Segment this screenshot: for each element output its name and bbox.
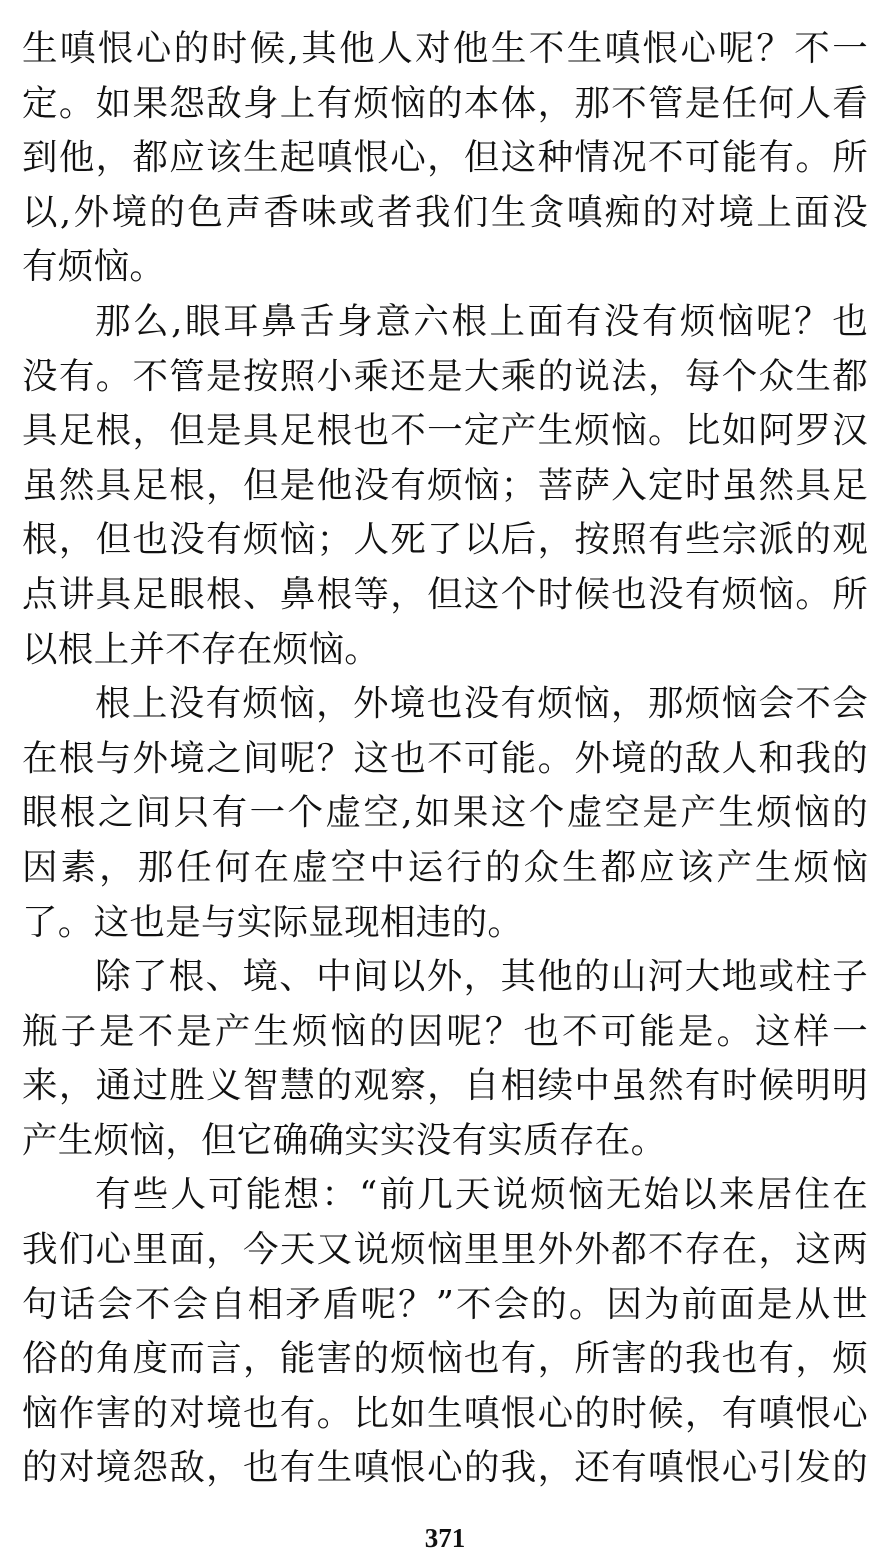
text-line: 虽然具足根，但是他没有烦恼；菩萨入定时虽然具足: [22, 464, 868, 506]
text-line: 因素，那任何在虚空中运行的众生都应该产生烦恼: [22, 846, 868, 888]
text-line: 眼根之间只有一个虚空,如果这个虚空是产生烦恼的: [22, 792, 868, 834]
text-line: 来，通过胜义智慧的观察，自相续中虽然有时候明明: [22, 1065, 868, 1107]
text-line: 点讲具足眼根、鼻根等，但这个时候也没有烦恼。所: [22, 573, 868, 615]
text-line: 产生烦恼，但它确确实实没有实质存在。: [22, 1119, 667, 1161]
text-line: 句话会不会自相矛盾呢？”不会的。因为前面是从世: [22, 1283, 868, 1325]
body-text: [22, 22, 868, 1496]
page-number: 371: [424, 1523, 466, 1553]
text-line: 在根与外境之间呢？这也不可能。外境的敌人和我的: [22, 737, 868, 779]
paragraph-first-line: 根上没有烦恼，外境也没有烦恼，那烦恼会不会: [95, 683, 868, 725]
text-line: 的对境怨敌，也有生嗔恨心的我，还有嗔恨心引发的: [22, 1447, 868, 1489]
text-line: 我们心里面，今天又说烦恼里里外外都不存在，这两: [22, 1229, 868, 1271]
text-line: 俗的角度而言，能害的烦恼也有，所害的我也有，烦: [22, 1338, 868, 1380]
text-line: 有烦恼。: [22, 246, 166, 288]
text-line: 根，但也没有烦恼；人死了以后，按照有些宗派的观: [22, 519, 868, 561]
paragraph-first-line: 除了根、境、中间以外，其他的山河大地或柱子: [95, 956, 868, 998]
paragraph-first-line: 有些人可能想：“前几天说烦恼无始以来居住在: [95, 1174, 868, 1216]
text-line: 以,外境的色声香味或者我们生贪嗔痴的对境上面没: [22, 191, 868, 233]
text-line: 恼作害的对境也有。比如生嗔恨心的时候，有嗔恨心: [22, 1392, 868, 1434]
text-line: 定。如果怨敌身上有烦恼的本体，那不管是任何人看: [22, 82, 868, 124]
text-line: 具足根，但是具足根也不一定产生烦恼。比如阿罗汉: [22, 410, 868, 452]
text-line: 了。这也是与实际显现相违的。: [22, 901, 524, 943]
text-line: 以根上并不存在烦恼。: [22, 628, 381, 670]
text-line: 没有。不管是按照小乘还是大乘的说法，每个众生都: [22, 355, 868, 397]
paragraph-first-line: 那么,眼耳鼻舌身意六根上面有没有烦恼呢？也: [95, 300, 868, 342]
text-line: 到他，都应该生起嗔恨心，但这种情况不可能有。所: [22, 137, 868, 179]
text-line: 瓶子是不是产生烦恼的因呢？也不可能是。这样一: [22, 1010, 868, 1052]
text-line: 生嗔恨心的时候,其他人对他生不生嗔恨心呢？不一: [22, 28, 868, 69]
